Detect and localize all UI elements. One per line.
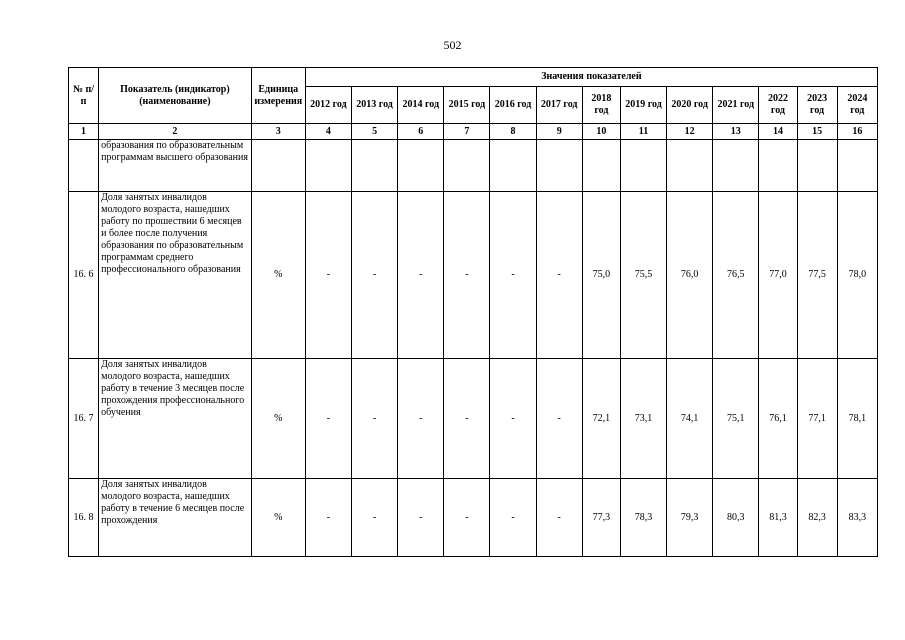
header-indicator: Показатель (индикатор) (наименование) xyxy=(99,68,252,124)
column-number: 8 xyxy=(490,124,536,140)
column-number: 3 xyxy=(251,124,305,140)
column-number: 15 xyxy=(797,124,837,140)
value-cell: - xyxy=(398,359,444,479)
indicators-table xyxy=(68,67,878,557)
value-cell: - xyxy=(536,192,582,359)
value-cell: 81,3 xyxy=(759,479,797,557)
header-year: 2021 год xyxy=(713,87,759,124)
header-values-group: Значения показателей xyxy=(305,68,877,87)
value-cell: 78,1 xyxy=(837,359,877,479)
indicator-name: Доля занятых инвалидов молодого возраста, нашедших работу по прошествии 6 месяцев и более после получения образования по образовательным программам среднего профессионального образования xyxy=(99,192,252,359)
value-cell xyxy=(713,140,759,192)
value-cell xyxy=(759,140,797,192)
row-number: 16. 7 xyxy=(69,359,99,479)
value-cell: 78,3 xyxy=(620,479,666,557)
value-cell: 77,3 xyxy=(582,479,620,557)
value-cell xyxy=(305,140,351,192)
indicator-name: образования по образовательным программам высшего образования xyxy=(99,140,252,192)
value-cell xyxy=(490,140,536,192)
column-number: 11 xyxy=(620,124,666,140)
value-cell: - xyxy=(305,479,351,557)
value-cell: 83,3 xyxy=(837,479,877,557)
value-cell: - xyxy=(398,479,444,557)
indicator-name: Доля занятых инвалидов молодого возраста, нашедших работу в течение 6 месяцев после прохождения xyxy=(99,479,252,557)
value-cell: - xyxy=(305,359,351,479)
value-cell xyxy=(582,140,620,192)
column-numbers-row xyxy=(69,124,878,140)
header-year: 2014 год xyxy=(398,87,444,124)
value-cell: 73,1 xyxy=(620,359,666,479)
column-number: 5 xyxy=(352,124,398,140)
column-number: 4 xyxy=(305,124,351,140)
column-number: 13 xyxy=(713,124,759,140)
row-number: 16. 8 xyxy=(69,479,99,557)
table-row xyxy=(69,140,878,192)
column-number: 7 xyxy=(444,124,490,140)
indicator-name: Доля занятых инвалидов молодого возраста, нашедших работу в течение 3 месяцев после прохождения профессионального обучения xyxy=(99,359,252,479)
value-cell: - xyxy=(444,479,490,557)
header-year: 2015 год xyxy=(444,87,490,124)
value-cell: 75,0 xyxy=(582,192,620,359)
header-year: 2023 год xyxy=(797,87,837,124)
value-cell: 76,5 xyxy=(713,192,759,359)
column-number: 6 xyxy=(398,124,444,140)
value-cell: - xyxy=(352,192,398,359)
unit-cell: % xyxy=(251,479,305,557)
page-number: 502 xyxy=(443,38,462,52)
value-cell: 77,1 xyxy=(797,359,837,479)
value-cell: - xyxy=(490,192,536,359)
table-row xyxy=(69,359,878,479)
value-cell: 74,1 xyxy=(667,359,713,479)
value-cell: - xyxy=(352,359,398,479)
header-year: 2017 год xyxy=(536,87,582,124)
value-cell: 75,5 xyxy=(620,192,666,359)
value-cell: 79,3 xyxy=(667,479,713,557)
value-cell: 76,0 xyxy=(667,192,713,359)
header-year: 2018 год xyxy=(582,87,620,124)
header-year: 2016 год xyxy=(490,87,536,124)
value-cell xyxy=(398,140,444,192)
value-cell: - xyxy=(444,192,490,359)
table-row xyxy=(69,479,878,557)
header-year: 2012 год xyxy=(305,87,351,124)
value-cell xyxy=(797,140,837,192)
header-num: № п/п xyxy=(69,68,99,124)
value-cell: - xyxy=(490,479,536,557)
value-cell: - xyxy=(536,359,582,479)
column-number: 9 xyxy=(536,124,582,140)
unit-cell: % xyxy=(251,192,305,359)
header-year: 2024 год xyxy=(837,87,877,124)
value-cell: - xyxy=(536,479,582,557)
value-cell: 72,1 xyxy=(582,359,620,479)
header-year: 2020 год xyxy=(667,87,713,124)
value-cell xyxy=(620,140,666,192)
row-number: 16. 6 xyxy=(69,192,99,359)
header-year: 2013 год xyxy=(352,87,398,124)
value-cell: - xyxy=(305,192,351,359)
value-cell: - xyxy=(444,359,490,479)
unit-cell: % xyxy=(251,359,305,479)
value-cell: 80,3 xyxy=(713,479,759,557)
value-cell: 77,5 xyxy=(797,192,837,359)
value-cell xyxy=(444,140,490,192)
column-number: 16 xyxy=(837,124,877,140)
value-cell: - xyxy=(352,479,398,557)
column-number: 1 xyxy=(69,124,99,140)
column-number: 12 xyxy=(667,124,713,140)
value-cell: - xyxy=(398,192,444,359)
column-number: 10 xyxy=(582,124,620,140)
value-cell xyxy=(536,140,582,192)
column-number: 2 xyxy=(99,124,252,140)
value-cell: 75,1 xyxy=(713,359,759,479)
value-cell: - xyxy=(490,359,536,479)
header-year: 2022 год xyxy=(759,87,797,124)
value-cell: 78,0 xyxy=(837,192,877,359)
header-unit: Единица измерения xyxy=(251,68,305,124)
unit-cell xyxy=(251,140,305,192)
table-row xyxy=(69,192,878,359)
column-number: 14 xyxy=(759,124,797,140)
value-cell xyxy=(352,140,398,192)
value-cell xyxy=(667,140,713,192)
value-cell: 76,1 xyxy=(759,359,797,479)
value-cell: 82,3 xyxy=(797,479,837,557)
header-year: 2019 год xyxy=(620,87,666,124)
value-cell xyxy=(837,140,877,192)
row-number xyxy=(69,140,99,192)
value-cell: 77,0 xyxy=(759,192,797,359)
